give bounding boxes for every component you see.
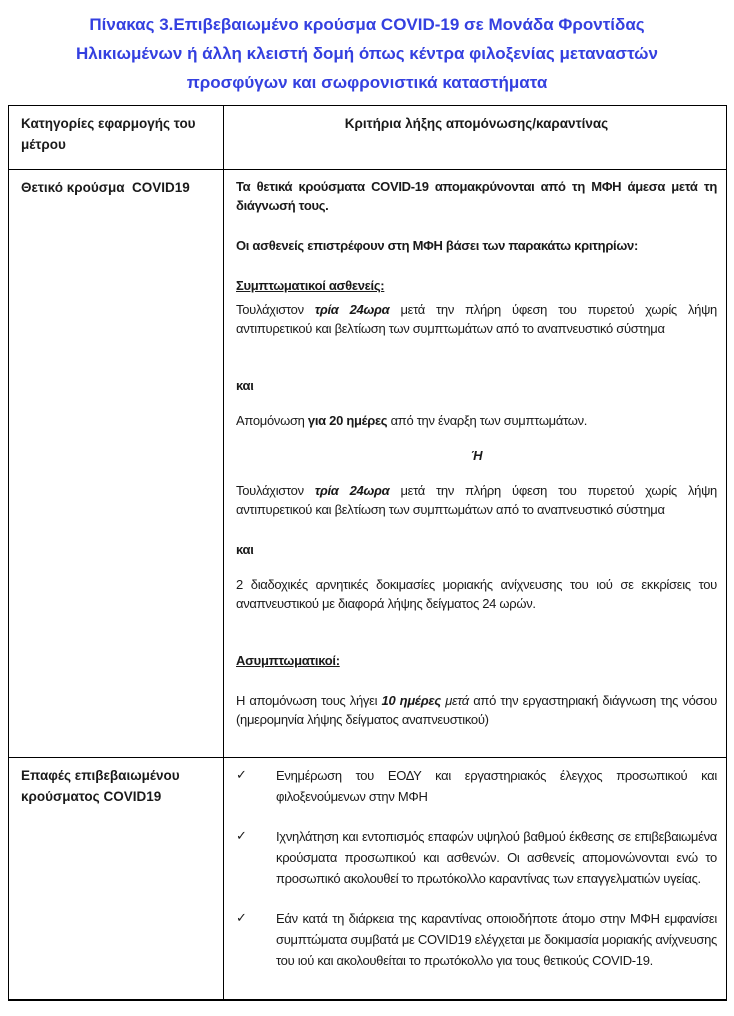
paragraph [236,300,717,338]
text-segment: Οι ασθενείς επιστρέφουν στη ΜΦΗ βάσει των παρακάτω κριτηρίων: [236,238,639,253]
text-segment: Ή [470,448,483,463]
cell-criteria-positive-case [224,170,727,758]
text-segment: από την εργαστηριακή διάγνωση της νόσου (ημερομηνία λήψης δείγματος αναπνευστικού) [236,693,717,727]
table-header-row [9,106,727,170]
paragraph [236,540,717,559]
checkmark-icon: ✓ [236,911,247,926]
paragraph [236,575,717,613]
bullet-text [276,826,717,889]
paragraph [236,481,717,519]
text-segment: Τα θετικά κρούσματα COVID-19 απομακρύνονται από τη ΜΦΗ άμεσα μετά τη διάγνωσή τους. [236,179,717,213]
text-segment: μετά την πλήρη ύφεση του πυρετού χωρίς λήψη αντιπυρετικού και βελτίωση των συμπτωμάτων από το αναπνευστικό σύστημα [236,302,717,336]
checkmark-icon: ✓ [236,829,247,844]
bullet-item [236,826,717,889]
text-segment: για 20 ημέρες [307,413,388,428]
text-segment: Η απομόνωση τους λήγει [236,693,382,708]
checkmark-icon: ✓ [236,768,247,783]
text-segment: Ενημέρωση του ΕΟΔΥ και εργαστηριακός έλεγχος προσωπικού και φιλοξενούμενων στην ΜΦΗ [276,768,717,804]
bullet-item [236,765,717,807]
text-segment: και [236,542,254,557]
paragraph [236,276,717,295]
cell-category-contacts: Επαφές επιβεβαιωμένου κρούσματος COVID19 [9,758,224,1001]
paragraph [236,177,717,215]
text-segment: και [236,378,254,393]
table-row-contacts [9,758,727,1001]
paragraph [236,446,717,465]
bullet-text [276,765,717,807]
text-segment: μετά [440,693,469,708]
header-cell-criteria: Κριτήρια λήξης απομόνωσης/καραντίνας [224,106,727,170]
paragraph [236,376,717,395]
cell-category-positive-case: Θετικό κρούσμα COVID19 [9,170,224,758]
text-segment: Ιχνηλάτηση και εντοπισμός επαφών υψηλού βαθμού έκθεσης σε επιβεβαιωμένα κρούσματα προσωπικού και ασθενών. Οι ασθενείς απομονώνονται ενώ το προσωπικό ακολουθεί το πρωτόκολλο καραντίνας των επαγγελματιών υγείας. [276,829,717,886]
text-segment: Απομόνωση [236,413,308,428]
text-segment: τρία 24ωρα [314,302,390,317]
covid-measures-table [8,105,727,1001]
title-line: Πίνακας 3.Επιβεβαιωμένο κρούσμα COVID-19 σε Μονάδα Φροντίδας [89,15,645,34]
text-segment: Συμπτωματικοί ασθενείς: [236,278,385,293]
text-segment: 2 διαδοχικές αρνητικές δοκιμασίες μοριακής ανίχνευσης του ιού σε εκκρίσεις του αναπνευστικού με διαφορά λήψης δείγματος 24 ωρών. [236,577,717,611]
title-line: προσφύγων και σωφρονιστικά καταστήματα [186,73,548,92]
paragraph [236,411,717,430]
cell-criteria-contacts [224,758,727,1001]
text-segment: Τουλάχιστον [236,483,315,498]
header-cell-category: Κατηγορίες εφαρμογής του μέτρου [9,106,224,170]
paragraph [236,236,717,255]
text-segment: μετά την πλήρη ύφεση του πυρετού χωρίς λήψη αντιπυρετικού και βελτίωση των συμπτωμάτων από το αναπνευστικό σύστημα [236,483,717,517]
bullet-item [236,908,717,971]
table-row-positive-case [9,170,727,758]
title-line: Ηλικιωμένων ή άλλη κλειστή δομή όπως κέντρα φιλοξενίας μεταναστών [75,44,658,63]
text-segment: Τουλάχιστον [236,302,315,317]
document-title [0,10,734,97]
bullet-text [276,908,717,971]
text-segment: τρία 24ωρα [314,483,390,498]
text-segment: Ασυμπτωματικοί: [236,653,340,668]
paragraph [236,691,717,729]
text-segment: από την έναρξη των συμπτωμάτων. [387,413,588,428]
paragraph [236,651,717,670]
text-segment: Εάν κατά τη διάρκεια της καραντίνας οποιοδήποτε άτομο στην ΜΦΗ εμφανίσει συμπτώματα συμβατά με COVID19 ελέγχεται με δοκιμασία μοριακής ανίχνευσης του ιού και ακολουθείται το πρωτόκολλο για τους θετικούς COVID-19. [276,911,717,968]
text-segment: 10 ημέρες [381,693,441,708]
